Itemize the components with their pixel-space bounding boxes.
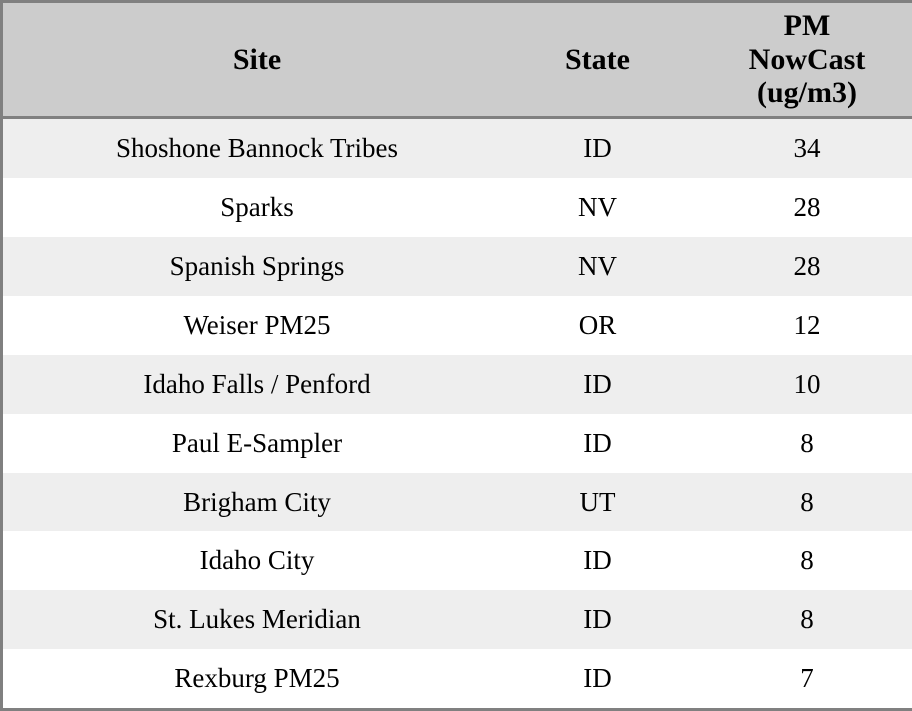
cell-state: ID [511,117,684,178]
cell-state: ID [511,590,684,649]
column-header-pm-nowcast [684,3,912,117]
cell-value: 28 [684,237,912,296]
table-row [3,117,912,178]
cell-site: Paul E-Sampler [3,414,511,473]
table-row [3,531,912,590]
cell-state: ID [511,531,684,590]
column-header-pm-nowcast-line1: PM [783,9,831,42]
table-row [3,473,912,532]
table-row [3,237,912,296]
cell-value: 12 [684,296,912,355]
cell-value: 8 [684,590,912,649]
cell-state: UT [511,473,684,532]
cell-value: 8 [684,414,912,473]
cell-site: Idaho Falls / Penford [3,355,511,414]
table-row [3,649,912,708]
cell-site: Weiser PM25 [3,296,511,355]
table-row [3,590,912,649]
cell-value: 8 [684,531,912,590]
table-row [3,414,912,473]
cell-site: Rexburg PM25 [3,649,511,708]
cell-value: 28 [684,178,912,237]
column-header-pm-nowcast-line2: NowCast [748,42,866,76]
table-body [3,117,912,708]
column-header-state: State [511,3,684,117]
cell-site: Sparks [3,178,511,237]
table-row [3,355,912,414]
cell-state: NV [511,237,684,296]
cell-state: OR [511,296,684,355]
cell-site: Brigham City [3,473,511,532]
cell-site: Idaho City [3,531,511,590]
cell-site: Spanish Springs [3,237,511,296]
table-header [3,3,912,117]
pm-nowcast-table [3,3,912,708]
table-row [3,296,912,355]
cell-value: 8 [684,473,912,532]
cell-state: ID [511,414,684,473]
cell-value: 34 [684,117,912,178]
cell-state: NV [511,178,684,237]
cell-state: ID [511,355,684,414]
cell-state: ID [511,649,684,708]
cell-site: Shoshone Bannock Tribes [3,117,511,178]
column-header-pm-nowcast-line3: (ug/m3) [757,76,857,110]
cell-value: 7 [684,649,912,708]
table-header-row [3,3,912,117]
column-header-site: Site [3,3,511,117]
cell-site: St. Lukes Meridian [3,590,511,649]
table-row [3,178,912,237]
cell-value: 10 [684,355,912,414]
